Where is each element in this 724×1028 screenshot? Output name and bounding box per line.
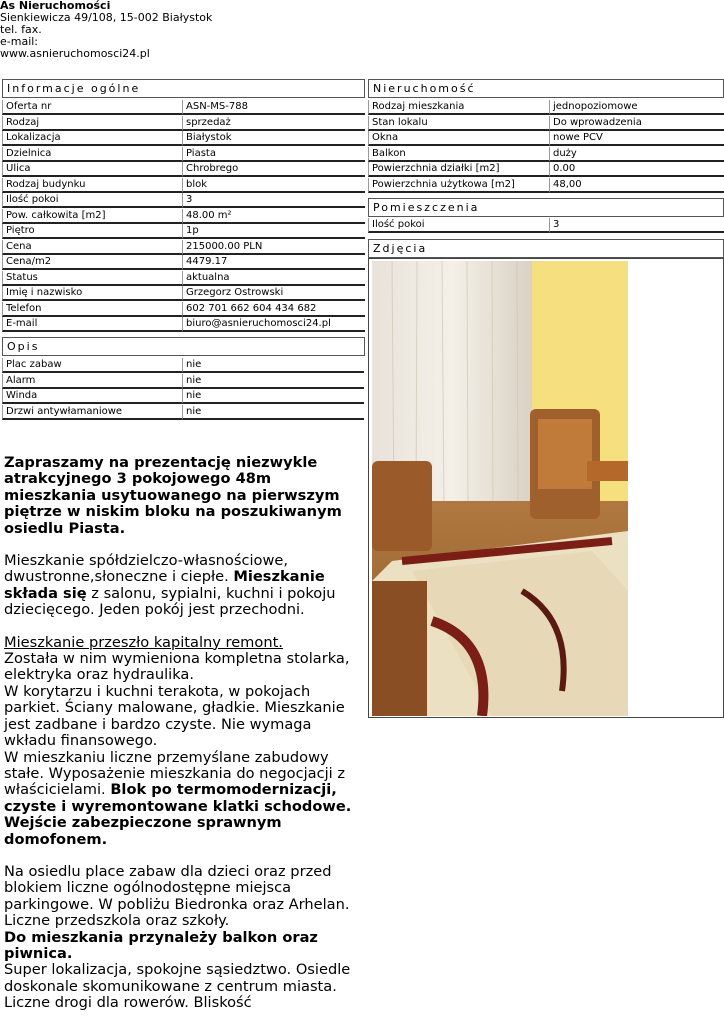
agency-website[interactable]: www.asnieruchomosci24.pl: [0, 47, 150, 60]
general-row-label: Status: [2, 271, 182, 286]
section-opis-title: Opis: [2, 337, 365, 356]
property-row-value: duży: [549, 147, 724, 162]
desc-paragraph-2: [4, 553, 366, 619]
desc-p4a: Na osiedlu place zabaw dla dzieci oraz przed blokiem liczne ogólnodostępne miejsca parkingowe. W pobliżu Biedronka oraz Arhelan. Liczne przedszkola oraz szkoły.: [4, 862, 350, 930]
general-row-label: Piętro: [2, 224, 182, 239]
property-row-value: jednopoziomowe: [549, 100, 724, 115]
general-row-label: Pow. całkowita [m2]: [2, 209, 182, 224]
general-row-value: Piasta: [182, 147, 365, 162]
apartment-photo-image: [372, 261, 628, 716]
property-row: [368, 116, 724, 132]
apartment-photo[interactable]: [372, 261, 628, 716]
opis-row-value: nie: [182, 358, 364, 373]
general-row-label: Ulica: [2, 162, 182, 177]
general-row-label: Telefon: [2, 302, 182, 317]
property-row-label: Stan lokalu: [368, 116, 549, 131]
property-row-value: 48,00: [549, 178, 724, 193]
description: [4, 455, 366, 1028]
desc-p2b: Mieszkanie składa się: [4, 568, 325, 602]
desc-p3a: Została w nim wymieniona kompletna stolarka, elektryka oraz hydraulika.: [4, 650, 350, 684]
general-row-label: Dzielnica: [2, 147, 182, 162]
property-row-label: Powierzchnia użytkowa [m2]: [368, 178, 549, 193]
desc-p3c: W mieszkaniu liczne przemyślane zabudowy stałe. Wyposażenie mieszkania do negocjacji z właścicielami.: [4, 748, 346, 799]
general-row: [2, 286, 365, 302]
opis-row: [2, 358, 364, 374]
general-row-label: Cena: [2, 240, 182, 255]
opis-row-label: Winda: [2, 389, 182, 404]
general-row-value: Grzegorz Ostrowski: [182, 286, 365, 301]
general-row: [2, 302, 365, 318]
property-row: [368, 131, 724, 147]
general-row-value: 602 701 662 604 434 682: [182, 302, 365, 317]
general-row-value: biuro@asnieruchomosci24.pl: [182, 317, 365, 332]
property-row-value: nowe PCV: [549, 131, 724, 146]
general-row: [2, 147, 365, 163]
general-row-label: Cena/m2: [2, 255, 182, 270]
rooms-row-value: 3: [549, 218, 724, 233]
desc-p3b: W korytarzu i kuchni terakota, w pokojach parkiet. Ściany malowane, gładkie. Mieszkanie jest zadbane i bardzo czyste. Nie wymaga wkładu finansowego.: [4, 682, 345, 750]
property-row: [368, 100, 724, 116]
desc-p3-underline: Mieszkanie przeszło kapitalny remont.: [4, 633, 283, 651]
general-row: [2, 209, 365, 225]
general-row: [2, 255, 365, 271]
general-row-label: Imię i nazwisko: [2, 286, 182, 301]
opis-row-value: nie: [182, 389, 364, 404]
desc-intro: Zapraszamy na prezentację niezwykle atrakcyjnego 3 pokojowego 48m mieszkania usytuowanego na pierwszym piętrze w niskim bloku na poszukiwanym osiedlu Piasta.: [4, 454, 342, 537]
agency-header: [0, 0, 212, 60]
section-photos-title: Zdjęcia: [368, 239, 724, 258]
agency-name: As Nieruchomości: [0, 0, 111, 12]
general-row-value: aktualna: [182, 271, 365, 286]
general-row: [2, 224, 365, 240]
general-row: [2, 162, 365, 178]
opis-row-label: Plac zabaw: [2, 358, 182, 373]
section-general-title: Informacje ogólne: [2, 79, 365, 98]
property-row: [368, 162, 724, 178]
section-rooms-title: Pomieszczenia: [368, 198, 724, 217]
general-row-label: Rodzaj: [2, 116, 182, 131]
general-row-value: 48.00 m²: [182, 209, 365, 224]
general-row-value: sprzedaż: [182, 116, 365, 131]
property-row-value: Do wprowadzenia: [549, 116, 724, 131]
general-row-value: Chrobrego: [182, 162, 365, 177]
opis-row-value: nie: [182, 374, 364, 389]
general-row: [2, 131, 365, 147]
general-row: [2, 240, 365, 256]
opis-row: [2, 389, 364, 405]
section-property-title: Nieruchomość: [368, 79, 724, 98]
opis-row-value: nie: [182, 405, 364, 420]
general-row-value: Białystok: [182, 131, 365, 146]
desc-p2a: Mieszkanie spółdzielczo-własnościowe, dwustronne,słoneczne i ciepłe.: [4, 552, 289, 586]
general-row-value: 4479.17: [182, 255, 365, 270]
general-row-label: Oferta nr: [2, 100, 182, 115]
general-row: [2, 100, 365, 116]
opis-row: [2, 405, 364, 421]
general-row-value: blok: [182, 178, 365, 193]
general-row-label: E-mail: [2, 317, 182, 332]
general-row: [2, 116, 365, 132]
general-row: [2, 178, 365, 194]
property-row: [368, 178, 724, 194]
general-row-label: Rodzaj budynku: [2, 178, 182, 193]
desc-p3d: Blok po termomodernizacji, czyste i wyremontowane klatki schodowe. Wejście zabezpieczone sprawnym domofonem.: [4, 781, 352, 848]
desc-p2c: z salonu, sypialni, kuchni i pokoju dziecięcego. Jeden pokój jest przechodni.: [4, 584, 336, 619]
property-row-label: Okna: [368, 131, 549, 146]
opis-row-label: Alarm: [2, 374, 182, 389]
property-row-label: Rodzaj mieszkania: [368, 100, 549, 115]
general-row-value: 215000.00 PLN: [182, 240, 365, 255]
general-row: [2, 317, 365, 333]
property-row-label: Balkon: [368, 147, 549, 162]
desc-p4b: Do mieszkania przynależy balkon oraz piwnica.: [4, 928, 318, 962]
property-row-label: Powierzchnia działki [m2]: [368, 162, 549, 177]
rooms-row: [368, 218, 724, 234]
rooms-row-label: Ilość pokoi: [368, 218, 549, 233]
general-row-value: 1p: [182, 224, 365, 239]
general-row: [2, 271, 365, 287]
property-row-value: 0.00: [549, 162, 724, 177]
opis-row-label: Drzwi antywłamaniowe: [2, 405, 182, 420]
general-row-value: ASN-MS-788: [182, 100, 365, 115]
property-row: [368, 147, 724, 163]
general-row: [2, 193, 365, 209]
general-row-label: Lokalizacja: [2, 131, 182, 146]
agency-email: e-mail:: [0, 35, 39, 48]
opis-row: [2, 374, 364, 390]
desc-p4c: Super lokalizacja, spokojne sąsiedztwo. Osiedle doskonale skomunikowane z centrum miasta. Liczne drogi dla rowerów. Bliskość: [4, 961, 351, 1012]
agency-phone: tel. fax.: [0, 23, 42, 36]
desc-paragraph-3: [4, 635, 366, 848]
desc-paragraph-4: [4, 864, 366, 1012]
general-row-label: Ilość pokoi: [2, 193, 182, 208]
general-row-value: 3: [182, 193, 365, 208]
agency-address: Sienkiewicza 49/108, 15-002 Białystok: [0, 11, 213, 24]
